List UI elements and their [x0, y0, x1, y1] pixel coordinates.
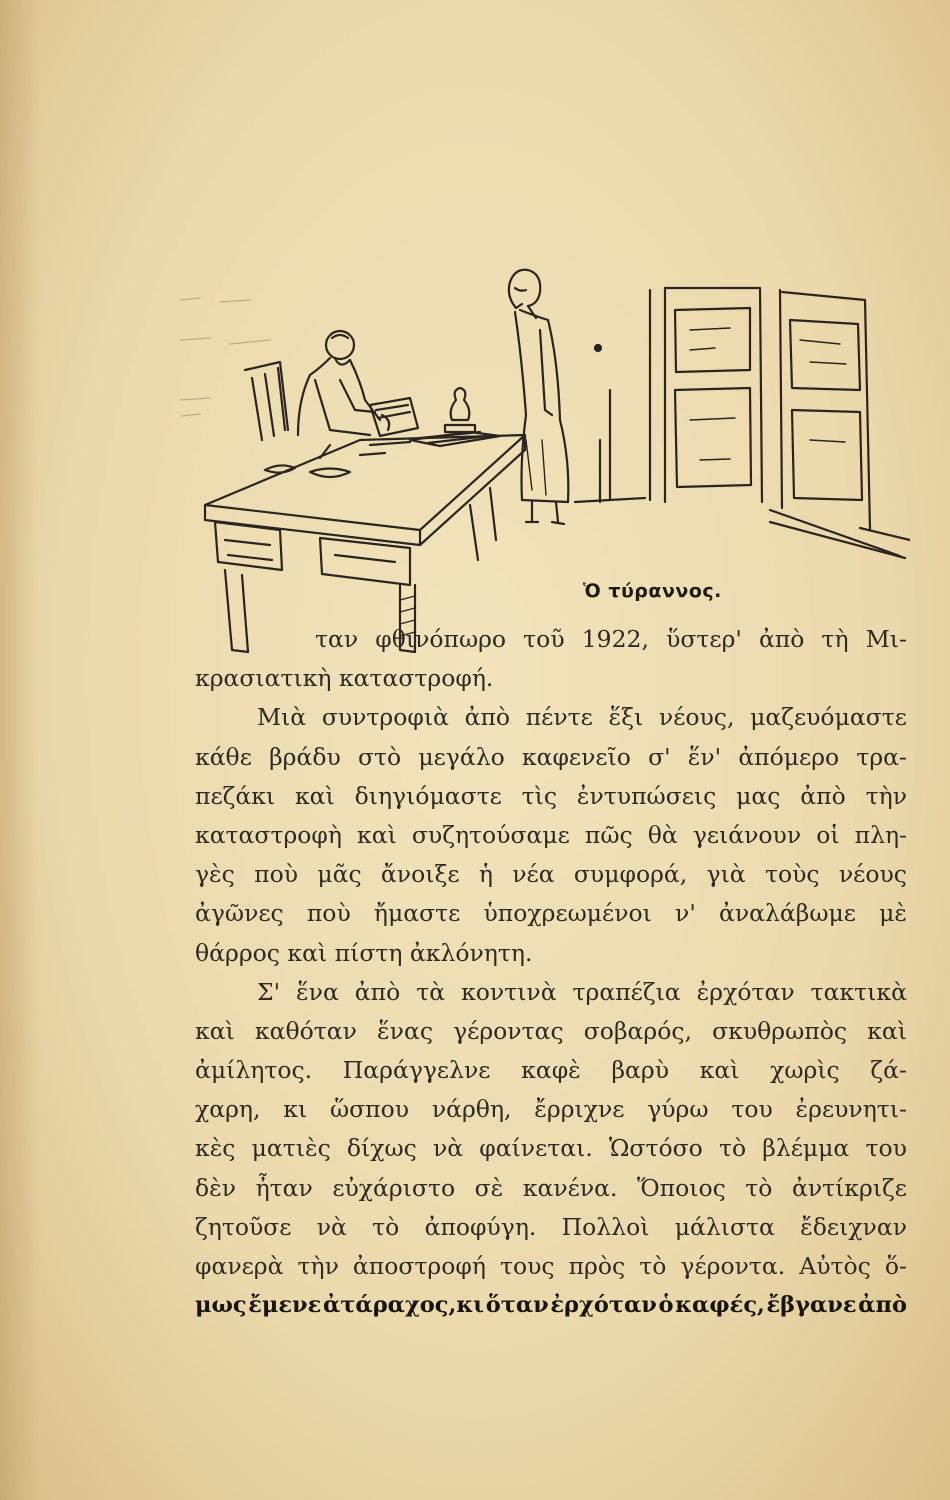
text-line: πεζάκι καὶ διηγιόμαστε τὶς ἐντυπώσεις μας ἀπὸ τὴν: [195, 781, 907, 810]
young-woman: [509, 270, 568, 524]
text-line: ἀμίλητος. Παράγγελνε καφὲ βαρὺ καὶ χωρὶς ζά-: [195, 1056, 907, 1085]
chair: [245, 362, 288, 440]
body-text: [195, 620, 907, 1325]
text-line: μως ἔμενε ἀτάραχος,κι ὅταν ἐρχόταν ὁ καφές, ἔβγανε ἀπὸ: [195, 1292, 907, 1319]
door: [595, 288, 870, 530]
text-line: θάρρος καὶ πίστη ἀκλόνητη.: [195, 938, 533, 967]
text-line: καὶ καθόταν ἕνας γέροντας σοβαρός, σκυθρωπὸς καὶ: [195, 1016, 907, 1045]
page-edge-shadow: [0, 0, 40, 1500]
text-line: ἀγῶνες ποὺ ἤμαστε ὑποχρεωμένοι ν' ἀναλάβωμε μὲ: [195, 899, 907, 928]
text-line: κὲς ματιὲς δίχως νὰ φαίνεται. Ὡστόσο τὸ βλέμμα του: [195, 1134, 907, 1163]
text-line: χαρη, κι ὥσπου νάρθη, ἔρριχνε γύρω του ἐρευνητι-: [195, 1095, 907, 1124]
text-line: γὲς ποὺ μᾶς ἄνοιξε ἡ νέα συμφορά, γιὰ τοὺς νέους: [195, 860, 907, 889]
text-line: δὲν ἦταν εὐχάριστο σὲ κανένα. Ὅποιος τὸ ἀντίκριζε: [195, 1173, 907, 1202]
text-line: κάθε βράδυ στὸ μεγάλο καφενεῖο σ' ἕν' ἀπόμερο τρα-: [195, 742, 907, 771]
text-line: ζητοῦσε νὰ τὸ ἀποφύγη. Πολλοὶ μάλιστα ἔδειχναν: [195, 1212, 907, 1241]
text-line: Μιὰ συντροφιὰ ἀπὸ πέντε ἕξι νέους, μαζευόμαστε: [257, 703, 907, 732]
illustration-caption: Ὁ τύραννος.: [583, 580, 722, 602]
text-line: καταστροφὴ καὶ συζητούσαμε πῶς θὰ γειάνουν οἱ πλη-: [195, 820, 907, 849]
text-line: κρασιατικὴ καταστροφή.: [195, 664, 494, 693]
desk: [205, 388, 525, 652]
text-line: ταν φθινόπωρο τοῦ 1922, ὕστερ' ἀπὸ τὴ Μι-: [315, 625, 907, 653]
text-line: φανερὰ τὴν ἀποστροφή τους πρὸς τὸ γέροντα. Αὐτὸς ὅ-: [195, 1252, 907, 1280]
illustration-tyrant: [170, 240, 910, 660]
text-line: Σ' ἕνα ἀπὸ τὰ κοντινὰ τραπέζια ἐρχόταν τακτικὰ: [257, 977, 907, 1006]
